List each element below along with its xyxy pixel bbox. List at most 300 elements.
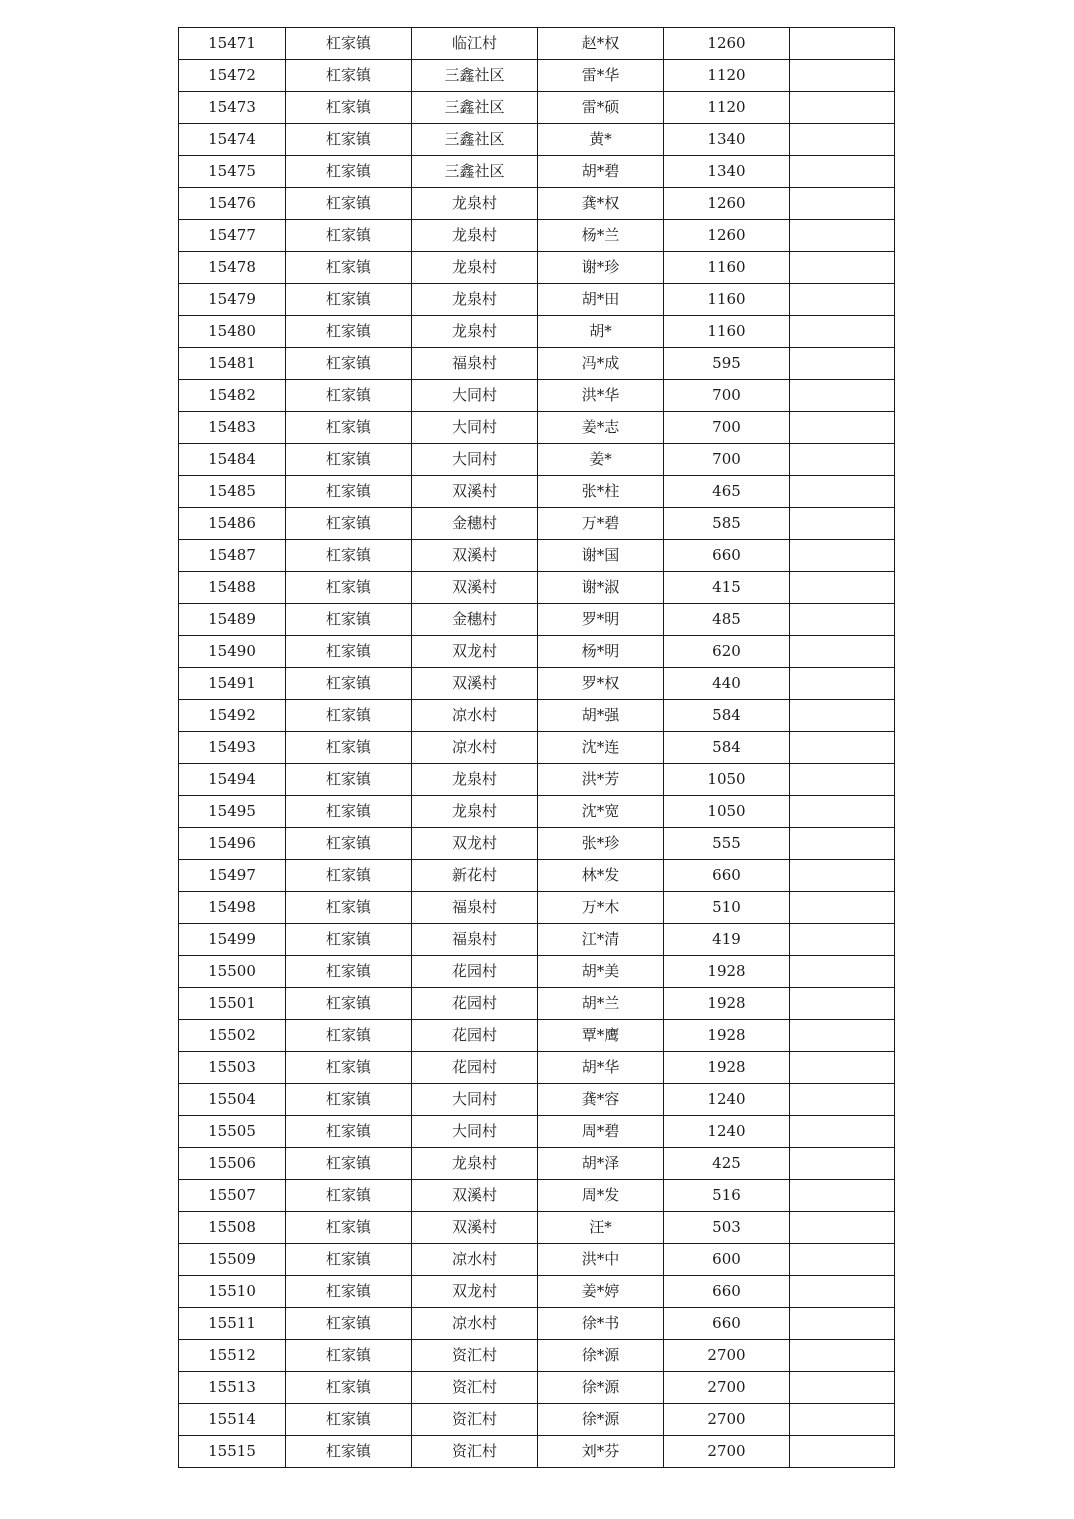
cell-note [790, 1308, 895, 1340]
cell-seq: 15509 [179, 1244, 286, 1276]
cell-name: 胡*强 [538, 700, 664, 732]
cell-name: 杨*兰 [538, 220, 664, 252]
table-row [179, 1308, 895, 1340]
cell-seq: 15481 [179, 348, 286, 380]
cell-note [790, 508, 895, 540]
cell-amount: 660 [664, 1276, 790, 1308]
cell-name: 汪* [538, 1212, 664, 1244]
cell-name: 洪*华 [538, 380, 664, 412]
cell-name: 徐*源 [538, 1404, 664, 1436]
cell-amount: 419 [664, 924, 790, 956]
cell-seq: 15472 [179, 60, 286, 92]
table-row [179, 1020, 895, 1052]
cell-seq: 15501 [179, 988, 286, 1020]
cell-note [790, 1148, 895, 1180]
cell-note [790, 700, 895, 732]
table-row [179, 988, 895, 1020]
cell-amount: 1928 [664, 988, 790, 1020]
cell-note [790, 380, 895, 412]
cell-village: 凉水村 [412, 1308, 538, 1340]
cell-town: 杠家镇 [286, 668, 412, 700]
cell-seq: 15478 [179, 252, 286, 284]
table-row [179, 476, 895, 508]
cell-village: 三鑫社区 [412, 124, 538, 156]
cell-note [790, 636, 895, 668]
cell-village: 花园村 [412, 1020, 538, 1052]
subsidy-table [178, 27, 895, 1468]
cell-town: 杠家镇 [286, 1116, 412, 1148]
cell-seq: 15477 [179, 220, 286, 252]
cell-amount: 620 [664, 636, 790, 668]
cell-note [790, 1436, 895, 1468]
cell-name: 姜*婷 [538, 1276, 664, 1308]
cell-town: 杠家镇 [286, 956, 412, 988]
cell-seq: 15511 [179, 1308, 286, 1340]
cell-amount: 595 [664, 348, 790, 380]
table-row [179, 508, 895, 540]
table-row [179, 220, 895, 252]
cell-village: 龙泉村 [412, 764, 538, 796]
cell-name: 周*碧 [538, 1116, 664, 1148]
table-row [179, 1244, 895, 1276]
cell-seq: 15490 [179, 636, 286, 668]
cell-note [790, 1052, 895, 1084]
cell-town: 杠家镇 [286, 1340, 412, 1372]
cell-seq: 15515 [179, 1436, 286, 1468]
table-row [179, 60, 895, 92]
cell-note [790, 220, 895, 252]
table-row [179, 284, 895, 316]
cell-town: 杠家镇 [286, 92, 412, 124]
cell-town: 杠家镇 [286, 1020, 412, 1052]
cell-seq: 15488 [179, 572, 286, 604]
cell-name: 罗*权 [538, 668, 664, 700]
cell-village: 福泉村 [412, 892, 538, 924]
cell-name: 谢*珍 [538, 252, 664, 284]
cell-village: 金穗村 [412, 604, 538, 636]
table-row [179, 956, 895, 988]
cell-amount: 503 [664, 1212, 790, 1244]
cell-name: 胡* [538, 316, 664, 348]
cell-seq: 15491 [179, 668, 286, 700]
cell-note [790, 188, 895, 220]
cell-name: 洪*中 [538, 1244, 664, 1276]
cell-name: 雷*硕 [538, 92, 664, 124]
cell-town: 杠家镇 [286, 1372, 412, 1404]
table-row [179, 444, 895, 476]
table-row [179, 636, 895, 668]
cell-amount: 700 [664, 380, 790, 412]
cell-note [790, 956, 895, 988]
cell-town: 杠家镇 [286, 636, 412, 668]
cell-note [790, 796, 895, 828]
cell-name: 周*发 [538, 1180, 664, 1212]
cell-name: 刘*芬 [538, 1436, 664, 1468]
cell-note [790, 156, 895, 188]
cell-note [790, 316, 895, 348]
cell-name: 谢*国 [538, 540, 664, 572]
table-row [179, 316, 895, 348]
cell-note [790, 124, 895, 156]
cell-amount: 440 [664, 668, 790, 700]
cell-town: 杠家镇 [286, 1244, 412, 1276]
cell-amount: 1340 [664, 156, 790, 188]
cell-village: 花园村 [412, 1052, 538, 1084]
cell-amount: 555 [664, 828, 790, 860]
cell-village: 资汇村 [412, 1404, 538, 1436]
cell-town: 杠家镇 [286, 1436, 412, 1468]
cell-note [790, 540, 895, 572]
cell-amount: 1120 [664, 60, 790, 92]
cell-amount: 1160 [664, 284, 790, 316]
cell-town: 杠家镇 [286, 540, 412, 572]
cell-town: 杠家镇 [286, 476, 412, 508]
cell-village: 龙泉村 [412, 220, 538, 252]
subsidy-table-container [178, 27, 895, 1468]
cell-town: 杠家镇 [286, 700, 412, 732]
cell-name: 沈*连 [538, 732, 664, 764]
cell-seq: 15471 [179, 28, 286, 60]
cell-amount: 2700 [664, 1340, 790, 1372]
cell-village: 三鑫社区 [412, 156, 538, 188]
cell-village: 双溪村 [412, 1212, 538, 1244]
table-row [179, 1340, 895, 1372]
cell-seq: 15487 [179, 540, 286, 572]
table-row [179, 540, 895, 572]
cell-amount: 2700 [664, 1436, 790, 1468]
cell-village: 大同村 [412, 444, 538, 476]
cell-seq: 15497 [179, 860, 286, 892]
cell-name: 龚*权 [538, 188, 664, 220]
cell-note [790, 444, 895, 476]
cell-town: 杠家镇 [286, 508, 412, 540]
cell-amount: 415 [664, 572, 790, 604]
table-row [179, 892, 895, 924]
cell-amount: 600 [664, 1244, 790, 1276]
cell-note [790, 1404, 895, 1436]
table-row [179, 700, 895, 732]
cell-name: 雷*华 [538, 60, 664, 92]
cell-village: 金穗村 [412, 508, 538, 540]
cell-village: 双龙村 [412, 1276, 538, 1308]
cell-seq: 15505 [179, 1116, 286, 1148]
cell-seq: 15510 [179, 1276, 286, 1308]
cell-village: 双溪村 [412, 1180, 538, 1212]
table-row [179, 796, 895, 828]
cell-amount: 1240 [664, 1116, 790, 1148]
cell-name: 冯*成 [538, 348, 664, 380]
cell-town: 杠家镇 [286, 28, 412, 60]
cell-village: 龙泉村 [412, 188, 538, 220]
cell-name: 胡*美 [538, 956, 664, 988]
cell-town: 杠家镇 [286, 1148, 412, 1180]
cell-amount: 1340 [664, 124, 790, 156]
cell-amount: 425 [664, 1148, 790, 1180]
cell-name: 万*木 [538, 892, 664, 924]
cell-village: 三鑫社区 [412, 60, 538, 92]
cell-note [790, 1244, 895, 1276]
cell-amount: 700 [664, 412, 790, 444]
cell-amount: 660 [664, 1308, 790, 1340]
cell-amount: 485 [664, 604, 790, 636]
table-row [179, 1212, 895, 1244]
cell-town: 杠家镇 [286, 1084, 412, 1116]
cell-seq: 15486 [179, 508, 286, 540]
table-row [179, 156, 895, 188]
cell-seq: 15489 [179, 604, 286, 636]
cell-village: 龙泉村 [412, 252, 538, 284]
table-row [179, 732, 895, 764]
cell-amount: 700 [664, 444, 790, 476]
cell-village: 龙泉村 [412, 796, 538, 828]
cell-note [790, 1372, 895, 1404]
cell-amount: 510 [664, 892, 790, 924]
cell-note [790, 1212, 895, 1244]
cell-amount: 1160 [664, 316, 790, 348]
cell-village: 龙泉村 [412, 284, 538, 316]
cell-town: 杠家镇 [286, 988, 412, 1020]
cell-note [790, 412, 895, 444]
cell-amount: 585 [664, 508, 790, 540]
cell-name: 覃*鹰 [538, 1020, 664, 1052]
table-row [179, 1148, 895, 1180]
table-row [179, 380, 895, 412]
cell-note [790, 252, 895, 284]
table-row [179, 764, 895, 796]
cell-town: 杠家镇 [286, 892, 412, 924]
cell-town: 杠家镇 [286, 796, 412, 828]
cell-seq: 15508 [179, 1212, 286, 1244]
cell-note [790, 988, 895, 1020]
cell-name: 姜*志 [538, 412, 664, 444]
table-row [179, 1372, 895, 1404]
cell-amount: 1160 [664, 252, 790, 284]
cell-amount: 2700 [664, 1404, 790, 1436]
cell-village: 凉水村 [412, 700, 538, 732]
cell-village: 资汇村 [412, 1340, 538, 1372]
cell-town: 杠家镇 [286, 124, 412, 156]
cell-name: 胡*碧 [538, 156, 664, 188]
cell-village: 双溪村 [412, 572, 538, 604]
cell-town: 杠家镇 [286, 348, 412, 380]
cell-village: 福泉村 [412, 924, 538, 956]
cell-name: 徐*源 [538, 1340, 664, 1372]
cell-note [790, 1340, 895, 1372]
cell-town: 杠家镇 [286, 764, 412, 796]
cell-name: 洪*芳 [538, 764, 664, 796]
cell-seq: 15514 [179, 1404, 286, 1436]
cell-name: 姜* [538, 444, 664, 476]
cell-note [790, 60, 895, 92]
table-row [179, 1116, 895, 1148]
cell-amount: 1928 [664, 1020, 790, 1052]
cell-town: 杠家镇 [286, 1052, 412, 1084]
cell-village: 福泉村 [412, 348, 538, 380]
cell-amount: 584 [664, 700, 790, 732]
cell-seq: 15475 [179, 156, 286, 188]
cell-seq: 15479 [179, 284, 286, 316]
table-row [179, 92, 895, 124]
cell-town: 杠家镇 [286, 412, 412, 444]
cell-town: 杠家镇 [286, 284, 412, 316]
table-body [179, 28, 895, 1468]
cell-village: 临江村 [412, 28, 538, 60]
cell-name: 万*碧 [538, 508, 664, 540]
cell-note [790, 892, 895, 924]
cell-note [790, 348, 895, 380]
table-row [179, 924, 895, 956]
cell-village: 凉水村 [412, 1244, 538, 1276]
cell-seq: 15482 [179, 380, 286, 412]
cell-note [790, 1180, 895, 1212]
table-row [179, 1052, 895, 1084]
cell-seq: 15504 [179, 1084, 286, 1116]
cell-amount: 660 [664, 540, 790, 572]
cell-name: 沈*宽 [538, 796, 664, 828]
cell-village: 龙泉村 [412, 316, 538, 348]
cell-name: 江*清 [538, 924, 664, 956]
cell-name: 张*柱 [538, 476, 664, 508]
cell-name: 徐*源 [538, 1372, 664, 1404]
cell-town: 杠家镇 [286, 252, 412, 284]
cell-name: 林*发 [538, 860, 664, 892]
cell-note [790, 476, 895, 508]
cell-note [790, 284, 895, 316]
cell-note [790, 28, 895, 60]
cell-town: 杠家镇 [286, 1276, 412, 1308]
table-row [179, 1276, 895, 1308]
cell-name: 赵*权 [538, 28, 664, 60]
cell-village: 大同村 [412, 1084, 538, 1116]
cell-village: 三鑫社区 [412, 92, 538, 124]
cell-name: 胡*田 [538, 284, 664, 316]
cell-seq: 15513 [179, 1372, 286, 1404]
cell-town: 杠家镇 [286, 444, 412, 476]
table-row [179, 188, 895, 220]
cell-town: 杠家镇 [286, 924, 412, 956]
cell-town: 杠家镇 [286, 1308, 412, 1340]
cell-seq: 15480 [179, 316, 286, 348]
cell-name: 胡*泽 [538, 1148, 664, 1180]
cell-note [790, 1020, 895, 1052]
cell-seq: 15474 [179, 124, 286, 156]
cell-seq: 15473 [179, 92, 286, 124]
cell-village: 龙泉村 [412, 1148, 538, 1180]
cell-note [790, 924, 895, 956]
cell-town: 杠家镇 [286, 316, 412, 348]
cell-name: 杨*明 [538, 636, 664, 668]
cell-town: 杠家镇 [286, 1404, 412, 1436]
cell-village: 大同村 [412, 380, 538, 412]
cell-town: 杠家镇 [286, 60, 412, 92]
cell-seq: 15496 [179, 828, 286, 860]
cell-seq: 15512 [179, 1340, 286, 1372]
cell-name: 谢*淑 [538, 572, 664, 604]
cell-town: 杠家镇 [286, 220, 412, 252]
cell-town: 杠家镇 [286, 572, 412, 604]
cell-village: 双溪村 [412, 540, 538, 572]
cell-town: 杠家镇 [286, 1180, 412, 1212]
cell-village: 花园村 [412, 956, 538, 988]
cell-village: 大同村 [412, 412, 538, 444]
cell-amount: 516 [664, 1180, 790, 1212]
cell-amount: 660 [664, 860, 790, 892]
table-row [179, 412, 895, 444]
cell-amount: 2700 [664, 1372, 790, 1404]
cell-seq: 15502 [179, 1020, 286, 1052]
cell-amount: 465 [664, 476, 790, 508]
table-row [179, 668, 895, 700]
cell-name: 龚*容 [538, 1084, 664, 1116]
cell-amount: 1260 [664, 188, 790, 220]
cell-amount: 1050 [664, 796, 790, 828]
cell-seq: 15499 [179, 924, 286, 956]
cell-village: 大同村 [412, 1116, 538, 1148]
cell-town: 杠家镇 [286, 732, 412, 764]
table-row [179, 28, 895, 60]
cell-seq: 15500 [179, 956, 286, 988]
table-row [179, 1180, 895, 1212]
cell-note [790, 732, 895, 764]
cell-seq: 15507 [179, 1180, 286, 1212]
cell-name: 黄* [538, 124, 664, 156]
cell-village: 双溪村 [412, 476, 538, 508]
cell-note [790, 1116, 895, 1148]
cell-seq: 15503 [179, 1052, 286, 1084]
cell-note [790, 1276, 895, 1308]
cell-seq: 15485 [179, 476, 286, 508]
table-row [179, 1084, 895, 1116]
cell-name: 徐*书 [538, 1308, 664, 1340]
cell-village: 双龙村 [412, 636, 538, 668]
cell-amount: 1240 [664, 1084, 790, 1116]
cell-village: 新花村 [412, 860, 538, 892]
table-row [179, 348, 895, 380]
cell-amount: 1260 [664, 28, 790, 60]
cell-seq: 15484 [179, 444, 286, 476]
cell-seq: 15506 [179, 1148, 286, 1180]
cell-note [790, 668, 895, 700]
cell-town: 杠家镇 [286, 604, 412, 636]
cell-seq: 15483 [179, 412, 286, 444]
cell-seq: 15493 [179, 732, 286, 764]
cell-name: 胡*兰 [538, 988, 664, 1020]
cell-seq: 15498 [179, 892, 286, 924]
table-row [179, 124, 895, 156]
cell-village: 资汇村 [412, 1372, 538, 1404]
cell-note [790, 572, 895, 604]
cell-seq: 15476 [179, 188, 286, 220]
cell-amount: 1260 [664, 220, 790, 252]
cell-amount: 1928 [664, 1052, 790, 1084]
cell-note [790, 860, 895, 892]
cell-seq: 15495 [179, 796, 286, 828]
cell-amount: 1120 [664, 92, 790, 124]
cell-town: 杠家镇 [286, 156, 412, 188]
cell-seq: 15492 [179, 700, 286, 732]
cell-note [790, 828, 895, 860]
cell-village: 双溪村 [412, 668, 538, 700]
cell-village: 凉水村 [412, 732, 538, 764]
cell-seq: 15494 [179, 764, 286, 796]
cell-amount: 1050 [664, 764, 790, 796]
cell-note [790, 1084, 895, 1116]
cell-town: 杠家镇 [286, 188, 412, 220]
table-row [179, 828, 895, 860]
table-row [179, 1436, 895, 1468]
cell-town: 杠家镇 [286, 828, 412, 860]
cell-town: 杠家镇 [286, 860, 412, 892]
